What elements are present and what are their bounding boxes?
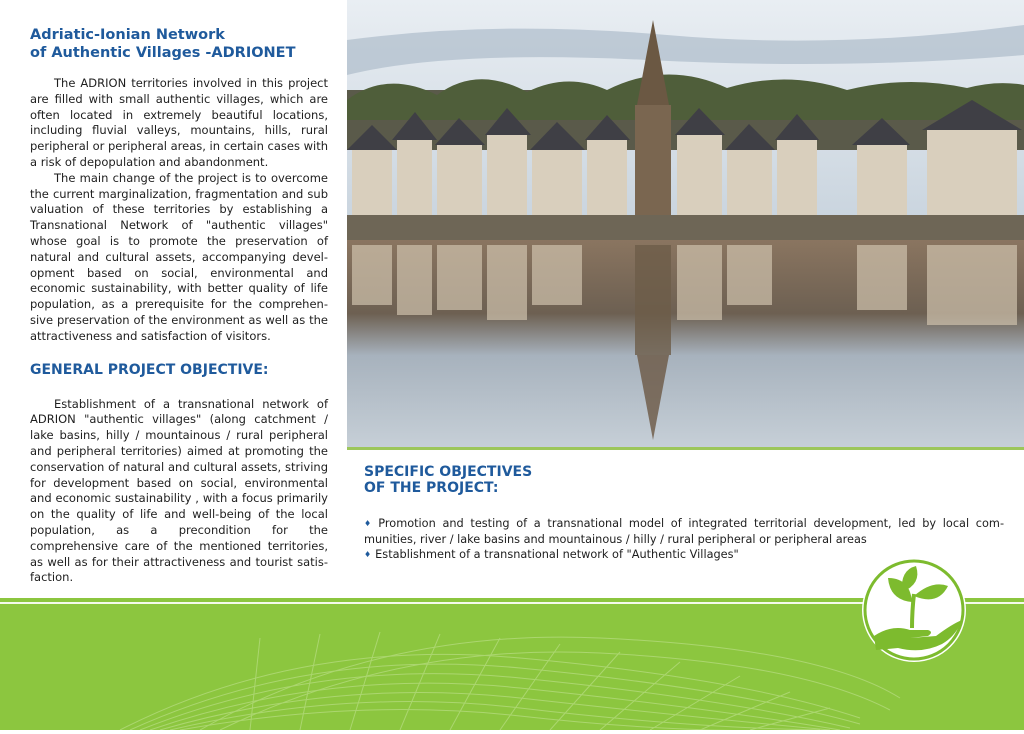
title-line-2: of Authentic Villages -ADRIONET bbox=[30, 45, 296, 61]
specific-heading-line-2: OF THE PROJECT: bbox=[364, 480, 499, 496]
village-photo bbox=[347, 0, 1024, 450]
specific-objectives bbox=[364, 464, 1004, 563]
main-change-paragraph: The main change of the project is to overcome the current marginalization, fragmentation and sub valuation of these territories by establishing a Transnational Network of "authentic villages" whose goal is to promote the preservation of natural and cultural assets, accompanying development based on social, environmental and economic sustainability, with better quality of life population, as a prerequisite for the comprehensive preservation of the environment as well as the attractiveness and satisfaction of visitors. bbox=[30, 170, 328, 343]
bullet-icon: ♦ bbox=[364, 519, 375, 528]
document-title bbox=[30, 26, 328, 62]
objective-1-text: Promotion and testing of a transnational model of integrated territorial development, led by local communities, river / lake basins and mountainous / hilly / rural peripheral or peripheral areas bbox=[364, 517, 1005, 546]
title-line-1: Adriatic-Ionian Network bbox=[30, 27, 225, 43]
specific-objectives-heading bbox=[364, 464, 1004, 496]
specific-heading-line-1: SPECIFIC OBJECTIVES bbox=[364, 464, 533, 480]
intro-paragraph: The ADRION territories involved in this project are filled with small authentic villages, which are often located in extremely beautiful locations, including fluvial valleys, mountains, hills, rural peripheral or peripheral areas, in certain cases with a risk of depopulation and abandonment. bbox=[30, 76, 328, 169]
general-objective-text: Establishment of a transnational network of ADRION "authentic villages" (along catchment / lake basins, hilly / mountainous / rural peripheral and peripheral territories) aimed at promoting the conservation of natural and cultural assets, striving for development based on social, environmental and economic sustainability , with a focus primarily on the quality of life and well-being of the local population, as a precondition for the comprehensive care of the mentioned territories, as well as for their attractiveness and tourist satisfaction. bbox=[30, 396, 328, 585]
bullet-icon: ♦ bbox=[364, 550, 372, 559]
general-objective-heading: GENERAL PROJECT OBJECTIVE: bbox=[30, 361, 269, 378]
hand-holding-sprout-icon bbox=[852, 556, 976, 668]
left-column bbox=[30, 26, 328, 586]
objective-2-text: Establishment of a transnational network of "Authentic Villages" bbox=[375, 548, 739, 561]
list-item bbox=[364, 516, 1004, 547]
